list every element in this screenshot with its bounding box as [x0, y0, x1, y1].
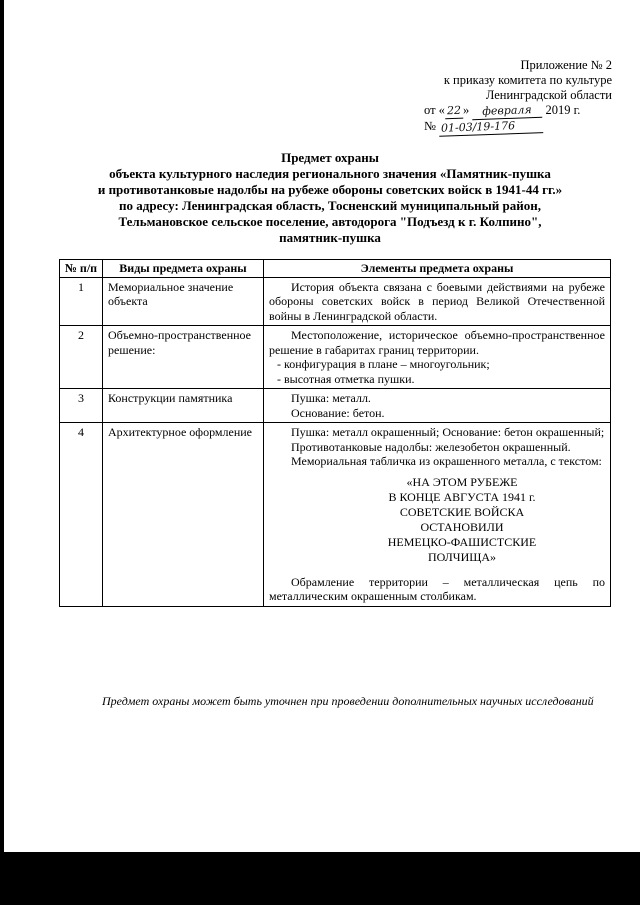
table-row: [60, 326, 611, 389]
row-number: 3: [60, 389, 103, 423]
element-text: Местоположение, историческое объемно-пространственное решение в габаритах границ территории.: [269, 328, 605, 357]
element-text: История объекта связана с боевыми действиями на рубеже обороны советских войск в период Великой Отечественной войны в Ленинградской области.: [269, 279, 605, 323]
row-elements: [264, 326, 611, 389]
order-number: [402, 119, 612, 135]
protection-table: [59, 259, 611, 607]
element-bullet: - высотная отметка пушки.: [277, 371, 415, 386]
handwritten-number: 01-03/19-176: [439, 117, 543, 137]
header-kind: Виды предмета охраны: [103, 260, 264, 278]
row-kind: Мемориальное значение объекта: [103, 277, 264, 326]
title-line: объекта культурного наследия регионального значения «Памятник-пушка: [109, 166, 551, 181]
row-elements: [264, 389, 611, 423]
date-prefix: от «: [424, 103, 445, 117]
table-row: [60, 423, 611, 607]
inscription-line: В КОНЦЕ АВГУСТА 1941 г.: [388, 489, 536, 504]
table-row: [60, 389, 611, 423]
appendix-line: Приложение № 2: [520, 58, 612, 72]
inscription-line: ОСТАНОВИЛИ: [420, 519, 504, 534]
scan-edge-left: [0, 0, 4, 905]
inscription-line: ПОЛЧИЩА»: [427, 549, 497, 564]
appendix-header: [402, 58, 612, 135]
element-text: Пушка: металл окрашенный; Основание: бетон окрашенный;: [291, 425, 605, 439]
element-text: Основание: бетон.: [291, 405, 385, 420]
row-number: 4: [60, 423, 103, 607]
row-kind: Объемно-пространственное решение:: [103, 326, 264, 389]
element-bullet: - конфигурация в плане – многоугольник;: [277, 357, 490, 371]
order-date: [402, 103, 612, 119]
title-line: памятник-пушка: [279, 230, 381, 245]
appendix-line: Ленинградской области: [485, 88, 612, 102]
title-line: Тельмановское сельское поселение, автодорога "Подъезд к г. Колпино",: [118, 214, 542, 229]
row-kind: Архитектурное оформление: [103, 423, 264, 607]
row-elements: [264, 423, 611, 607]
element-text: Пушка: металл.: [291, 391, 371, 405]
header-number: № п/п: [60, 260, 103, 278]
scan-edge-bottom: [0, 852, 640, 905]
inscription-line: «НА ЭТОМ РУБЕЖЕ: [406, 474, 518, 489]
handwritten-day: 22: [445, 103, 464, 120]
number-prefix: №: [424, 119, 436, 133]
document-title: [30, 150, 630, 246]
row-elements: [264, 277, 611, 326]
table-header-row: [60, 260, 611, 278]
header-elements: Элементы предмета охраны: [264, 260, 611, 278]
element-text: Мемориальная табличка из окрашенного металла, с текстом:: [291, 454, 602, 468]
inscription-line: НЕМЕЦКО-ФАШИСТСКИЕ: [387, 534, 537, 549]
row-number: 2: [60, 326, 103, 389]
plaque-inscription: [319, 475, 605, 565]
row-kind: Конструкции памятника: [103, 389, 264, 423]
title-line: по адресу: Ленинградская область, Тосненский муниципальный район,: [119, 198, 541, 213]
element-text: Обрамление территории – металлическая цепь по металлическим окрашенным столбикам.: [269, 574, 605, 603]
row-number: 1: [60, 277, 103, 326]
element-text: Противотанковые надолбы: железобетон окрашенный.: [291, 439, 571, 454]
date-year: 2019 г.: [545, 103, 581, 117]
title-line: Предмет охраны: [281, 150, 379, 165]
date-mid: »: [462, 103, 470, 117]
appendix-line: к приказу комитета по культуре: [443, 73, 612, 87]
handwritten-month: февраля: [472, 102, 543, 120]
table-row: [60, 277, 611, 326]
title-line: и противотанковые надолбы на рубеже обороны советских войск в 1941-44 гг.»: [97, 182, 563, 197]
inscription-line: СОВЕТСКИЕ ВОЙСКА: [399, 504, 525, 519]
footnote: Предмет охраны может быть уточнен при проведении дополнительных научных исследований: [102, 694, 594, 708]
